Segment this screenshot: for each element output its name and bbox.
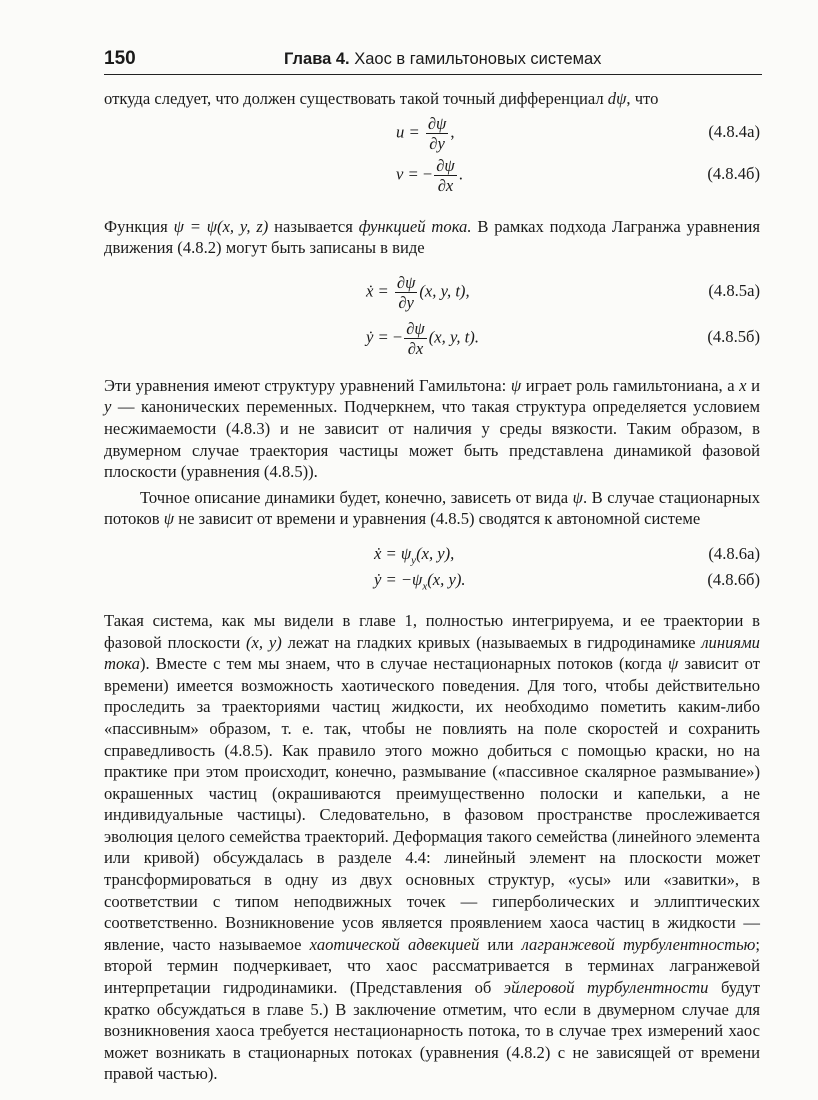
equation-4-8-4b: v = − $\frac{\partial\psi}{\partial x}$ . (4.8.4б) [396, 155, 760, 195]
equation-block-4-8-5 [104, 271, 760, 363]
equation-number: (4.8.4б) [707, 163, 760, 183]
equation-block-4-8-4 [104, 110, 760, 200]
equation-4-8-5b: ẏ = − $\frac{\partial\psi}{\partial x}$ (x, y, t). (4.8.5б) [366, 318, 760, 358]
fraction: $\frac{\partial\psi}{\partial y}$ [427, 113, 447, 153]
equation-number: (4.8.4а) [708, 121, 760, 141]
equation-4-8-4a: u = $\frac{\partial\psi}{\partial y}$ , (4.8.4а) [396, 113, 760, 153]
equation-number: (4.8.6а) [708, 543, 760, 563]
page-body [104, 88, 760, 1085]
equation-block-4-8-6 [104, 544, 760, 596]
chapter-label: Глава 4. [284, 50, 350, 68]
fraction: $\frac{\partial\psi}{\partial x}$ [406, 318, 425, 358]
equation-4-8-6b: ẏ = $-\psi_x(x$, y). (4.8.6б) [374, 569, 760, 593]
running-head [284, 50, 601, 69]
fraction: $\frac{\partial\psi}{\partial x}$ [436, 155, 455, 195]
intro-line: откуда следует, что должен существовать такой точный дифференциал dψ, что [104, 89, 659, 108]
paragraph-stationary-flows: Точное описание динамики будет, конечно, зависеть от вида ψ. В случае стационарных потоков ψ не зависит от времени и уравнения (4.8.5) сводятся к автономной системе [104, 487, 760, 529]
equation-number: (4.8.6б) [707, 569, 760, 589]
paragraph-stream-function: Функция ψ = ψ(x, y, z) называется функцией тока. В рамках подхода Лагранжа уравнения движения (4.8.2) могут быть записаны в виде [104, 216, 760, 258]
fraction: $\frac{\partial\psi}{\partial y}$ [396, 272, 416, 312]
equation-number: (4.8.5а) [708, 280, 760, 300]
equation-4-8-5a: ẋ = $\frac{\partial\psi}{\partial y}$ (x, y, t), (4.8.5а) [366, 272, 760, 312]
paragraph-chaotic-advection: Такая система, как мы видели в главе 1, полностью интегрируема, и ее траектории в фазовой плоскости (x, y) лежат на гладких кривых (называемых в гидродинамике линиями тока). Вместе с тем мы знаем, что в случае нестационарных потоков (когда ψ зависит от времени) имеется возможность хаотического поведения. Для того, чтобы действительно проследить за траекториями частиц жидкости, их необходимо пометить каким-либо «пассивным» образом, т. е. так, чтобы не повлиять на поле скоростей и сохранить справедливость (4.8.5). Как правило этого можно добиться с помощью краски, но на практике при этом происходит, конечно, размывание («пассивное скалярное размывание») окрашенных частиц (окрашиваются преимущественно полоски и капельки, а не индивидуальные частицы). Следовательно, в фазовом пространстве прослеживается эволюция целого семейства траекторий. Деформация такого семейства (линейного элемента или кривой) обсуждалась в разделе 4.4: линейный элемент на плоскости может трансформироваться в одну из двух основных структур, «усы» или «завитки», в соответствии с типом неподвижных точек — гиперболических и эллиптических соответственно. Возникновение усов является проявлением хаоса частиц в жидкости — явление, часто называемое хаотической адвекцией или лагранжевой турбулентностью; второй термин подчеркивает, что хаос рассматривается в терминах лагранжевой интерпретации гидродинамики. (Представления об эйлеровой турбулентности будут кратко обсуждаться в главе 5.) В заключение отметим, что если в двумерном случае для возникновения хаоса требуется нестационарность потока, то в случае трех измерений хаос может возникать в стационарных потоках (уравнения (4.8.2) с не зависящей от времени правой частью). [104, 610, 760, 1084]
equation-number: (4.8.5б) [707, 326, 760, 346]
running-header [104, 48, 762, 75]
equation-4-8-6a: ẋ = $\psi_y(x$, y), (4.8.6а) [374, 543, 760, 567]
paragraph-hamiltonian-structure: Эти уравнения имеют структуру уравнений Гамильтона: ψ играет роль гамильтониана, а x и y — канонических переменных. Подчеркнем, что такая структура определяется условием несжимаемости (4.8.3) и не зависит от наличия у среды вязкости. Таким образом, в двумерном случае траектория частицы может быть представлена динамикой фазовой плоскости (уравнения (4.8.5)). [104, 375, 760, 482]
chapter-title: Хаос в гамильтоновых системах [354, 50, 602, 68]
page-number: 150 [104, 48, 136, 69]
